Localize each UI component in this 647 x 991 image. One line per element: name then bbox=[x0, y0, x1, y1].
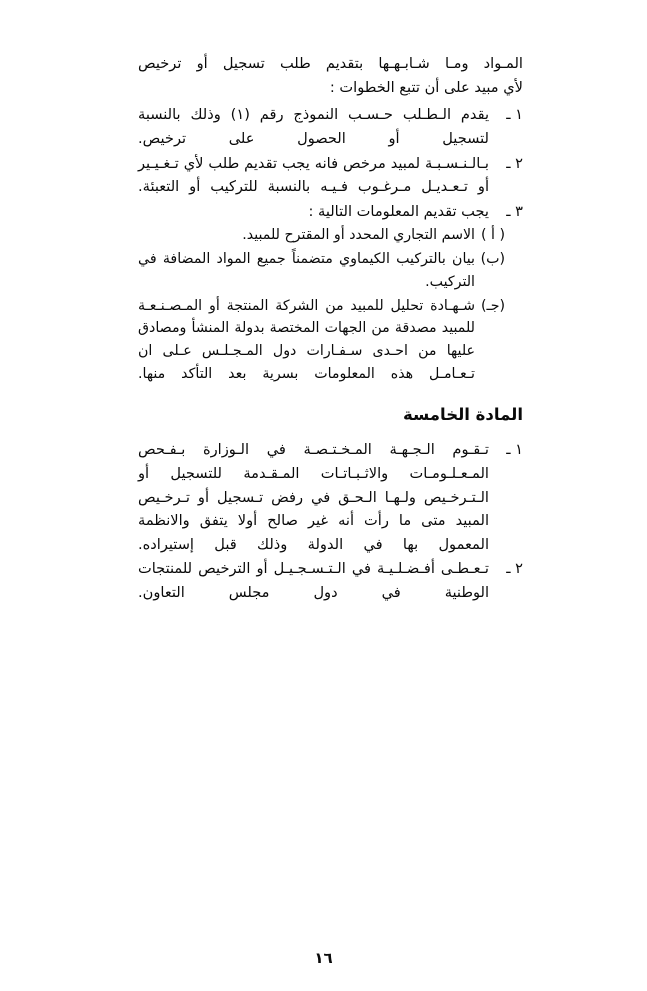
list-item-text: تـقـوم الـجـهـة المـخـتـصـة في الـوزارة بـفـحص المـعـلـومـات والاثـبـاتـات المـقـدمة للتسجيل أو الـتـرخـيص ولـهـا الـحـق في رفض تـسجيل أو تـرخـيص المبيد متى ما رأت أنه غير صالح أولا يتفق والانظمة المعمول بها في الدولة وذلك قبل إستيراده. bbox=[138, 441, 489, 553]
list-item-text: يجب تقديم المعلومات التالية : bbox=[308, 202, 489, 220]
sub-list-item-marker: ( أ ) bbox=[480, 227, 505, 244]
list-item-text: تـعـطـى أفـضـلـيـة في الـتـسـجـيـل أو الترخيص للمنتجات الوطنية في دول مجلس التعاون. bbox=[138, 560, 489, 602]
page-number: ١٦ bbox=[314, 949, 333, 967]
list-item-marker: ١ ـ bbox=[506, 441, 523, 459]
sub-list-item-text: شـهـادة تحليل للمبيد من الشركة المنتجة أو المـصـنـعـة للمبيد مصدقة من الجهات المختصة بدولة المنشأ ومصادق عليها من احـدى سـفـارات دول المـجـلـس عـلى ان تـعـامـل هذه المعلومات بسرية بعد التأكد منها. bbox=[138, 297, 475, 382]
sub-list-item-text: بيان بالتركيب الكيماوي متضمناً جميع المواد المضافة في التركيب. bbox=[138, 251, 475, 290]
list-item-marker: ٢ ـ bbox=[506, 154, 523, 172]
list-item bbox=[138, 200, 523, 224]
list-item-marker: ٢ ـ bbox=[506, 560, 523, 578]
section-heading: المادة الخامسة bbox=[402, 404, 523, 424]
list-item bbox=[138, 152, 523, 199]
list-item-text: يقدم الـطـلب حـسـب النموذج رقم (١) وذلك بالنسبة لتسجيل أو الحصول على ترخيص. bbox=[138, 106, 490, 147]
list-item-marker: ١ ـ bbox=[506, 106, 523, 124]
sub-list-item-marker: (جـ) bbox=[481, 297, 505, 314]
sub-list-item-marker: (ب) bbox=[480, 251, 505, 268]
intro-paragraph bbox=[138, 52, 523, 99]
list-item bbox=[138, 438, 523, 556]
sub-list-item bbox=[138, 224, 523, 247]
list-item bbox=[138, 103, 523, 150]
intro-line-1: المـواد ومـا شـابـهـها بتقديم طلب تسجيل أو ترخيص bbox=[138, 55, 523, 72]
document-body bbox=[138, 52, 523, 605]
sub-list-item bbox=[138, 248, 523, 293]
list-item-marker: ٣ ـ bbox=[506, 202, 523, 220]
list-item bbox=[138, 557, 523, 604]
list-item-text: بـالـنـسـبـة لمبيد مرخص فانه يجب تقديم طلب لأي تـغـيـير أو تـعـديـل مـرغـوب فـيـه بالنسبة للتركيب أو التعبئة. bbox=[138, 154, 489, 196]
sub-list-item bbox=[138, 295, 523, 386]
intro-line-2: لأي مبيد على أن تتبع الخطوات : bbox=[329, 78, 523, 96]
sub-list-item-text: الاسم التجاري المحدد أو المقترح للمبيد. bbox=[242, 227, 475, 244]
